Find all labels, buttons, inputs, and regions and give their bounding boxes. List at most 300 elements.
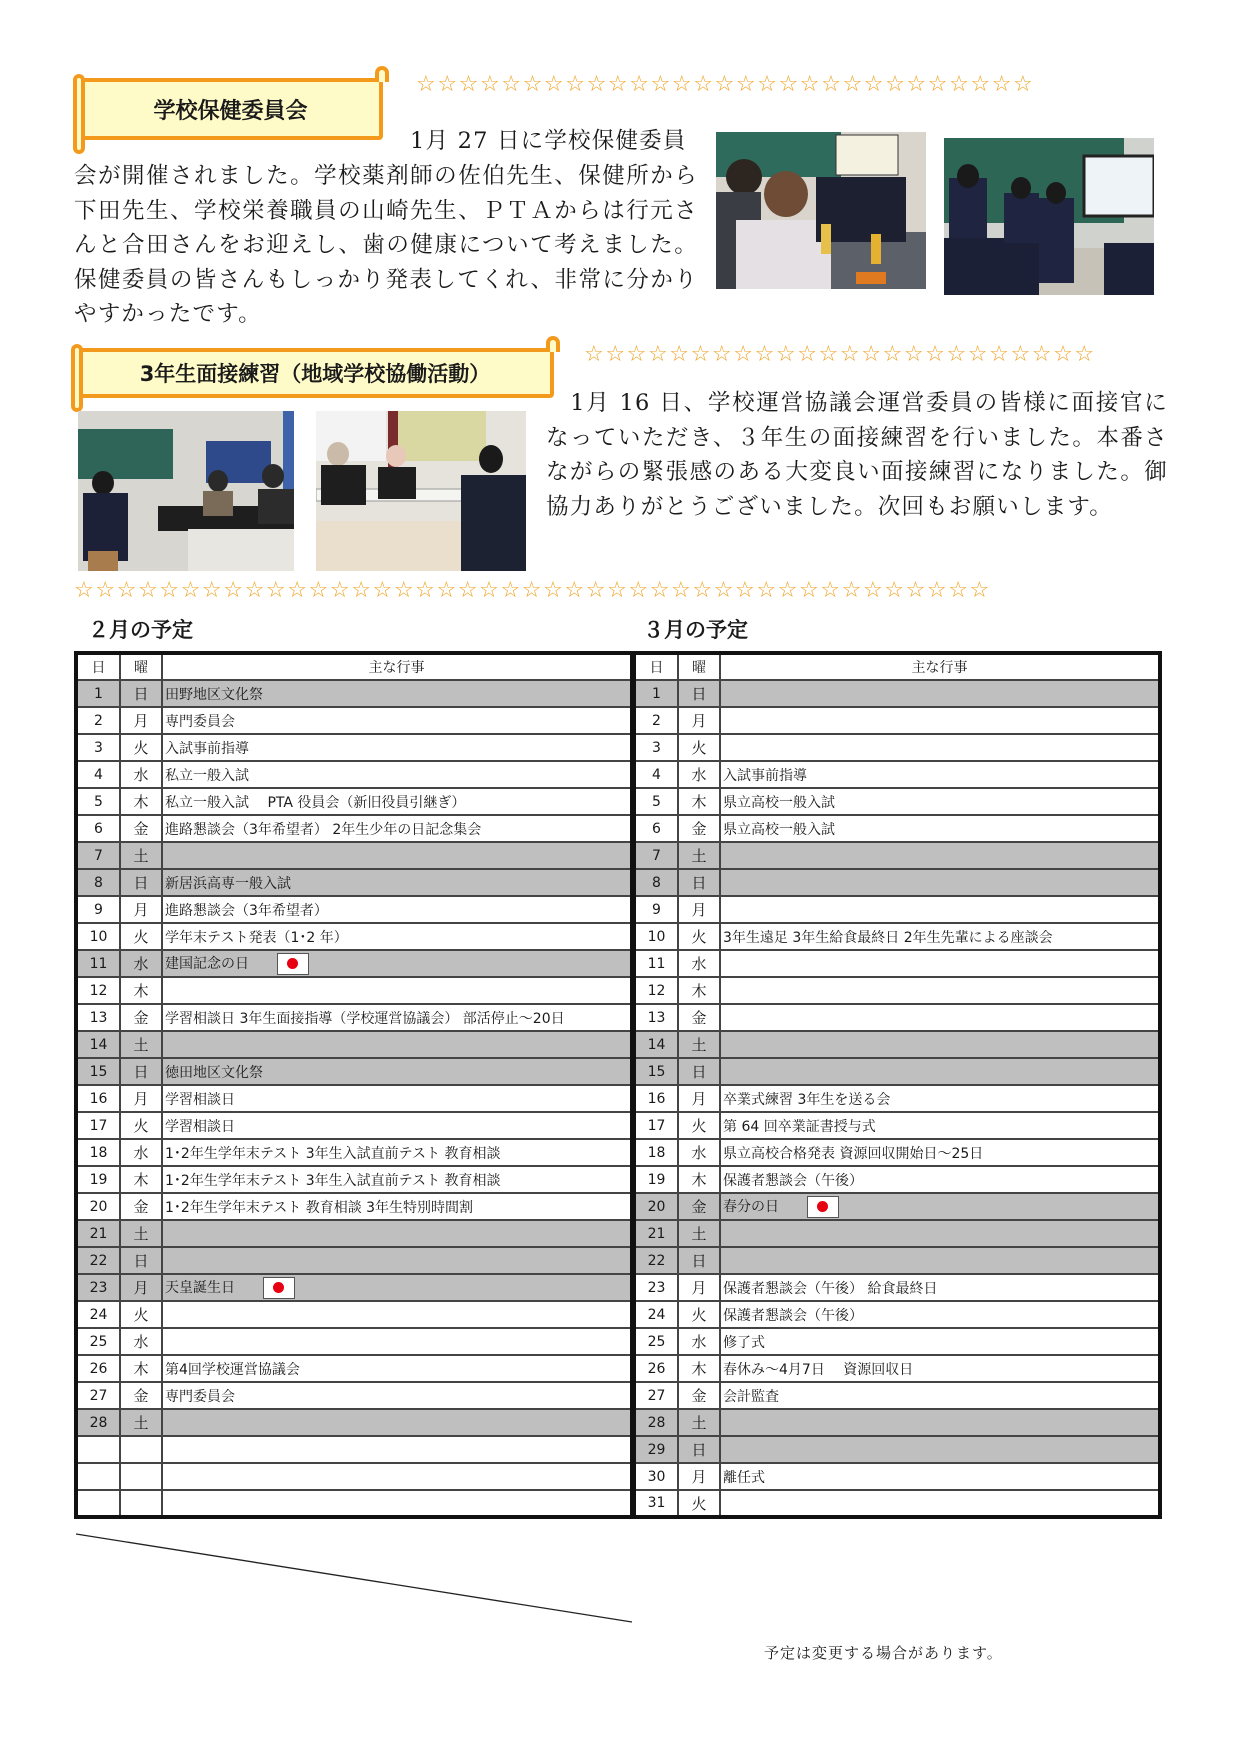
day-cell-text: 11 bbox=[89, 955, 108, 972]
table-row bbox=[634, 1166, 1160, 1193]
events-cell bbox=[162, 1085, 632, 1112]
table-row bbox=[76, 1382, 632, 1409]
weekday-cell bbox=[678, 1247, 720, 1274]
events-cell bbox=[162, 707, 632, 734]
day-cell-text: 31 bbox=[647, 1495, 666, 1511]
day-cell-text: 4 bbox=[94, 766, 103, 783]
day-cell bbox=[76, 1193, 120, 1220]
events-cell-text: 新居浜高専一般入試 bbox=[165, 875, 291, 892]
day-cell-text: 20 bbox=[89, 1198, 108, 1215]
events-cell bbox=[720, 896, 1160, 923]
events-cell-text: 第4回学校運営協議会 bbox=[165, 1361, 300, 1378]
national-holiday-flag-icon bbox=[807, 1196, 839, 1218]
table-row bbox=[634, 761, 1160, 788]
events-cell bbox=[720, 1112, 1160, 1139]
events-cell bbox=[720, 1490, 1160, 1517]
day-cell bbox=[634, 1058, 678, 1085]
events-cell-text: 3年生遠足 3年生給食最終日 2年生先輩による座談会 bbox=[723, 929, 1053, 946]
weekday-cell bbox=[678, 869, 720, 896]
events-cell bbox=[162, 896, 632, 923]
day-cell-text: 18 bbox=[89, 1144, 108, 1161]
events-cell-text: 1･2年生学年末テスト 3年生入試直前テスト 教育相談 bbox=[165, 1172, 501, 1189]
section-title-banner-interview-practice bbox=[76, 348, 554, 398]
weekday-cell bbox=[678, 950, 720, 977]
weekday-cell-text: 日 bbox=[133, 874, 149, 892]
weekday-cell bbox=[120, 788, 162, 815]
weekday-cell-text: 日 bbox=[133, 1252, 149, 1270]
day-cell-text: 2 bbox=[94, 712, 103, 729]
table-row bbox=[76, 734, 632, 761]
events-cell bbox=[162, 1058, 632, 1085]
day-cell bbox=[76, 788, 120, 815]
day-cell bbox=[634, 1436, 678, 1463]
weekday-cell-text: 木 bbox=[691, 1360, 707, 1378]
day-cell-text: 22 bbox=[89, 1252, 108, 1269]
day-cell-text: 5 bbox=[94, 793, 103, 810]
day-cell bbox=[76, 950, 120, 977]
events-cell bbox=[720, 1031, 1160, 1058]
weekday-cell-text: 木 bbox=[691, 982, 707, 1000]
table-row bbox=[76, 1301, 632, 1328]
day-cell bbox=[634, 1274, 678, 1301]
table-row bbox=[634, 1274, 1160, 1301]
weekday-cell bbox=[120, 1004, 162, 1031]
day-cell-text: 26 bbox=[647, 1360, 666, 1377]
events-cell bbox=[162, 1193, 632, 1220]
events-cell bbox=[720, 1382, 1160, 1409]
weekday-cell-text: 水 bbox=[691, 1144, 707, 1162]
schedule-change-note: 予定は変更する場合があります。 bbox=[764, 1644, 1003, 1662]
february-schedule-title: ２月の予定 bbox=[88, 618, 193, 642]
table-row bbox=[76, 1166, 632, 1193]
day-cell bbox=[76, 842, 120, 869]
day-cell-text: 2 bbox=[652, 712, 661, 729]
weekday-cell-text: 日 bbox=[691, 1063, 707, 1081]
national-holiday-flag-icon bbox=[277, 953, 309, 975]
weekday-cell bbox=[678, 1220, 720, 1247]
weekday-cell-text: 日 bbox=[691, 685, 707, 703]
table-row bbox=[634, 707, 1160, 734]
weekday-cell-text: 金 bbox=[691, 1387, 707, 1405]
scroll-curl-right-icon bbox=[546, 336, 560, 352]
table-row bbox=[76, 1355, 632, 1382]
weekday-cell-text: 火 bbox=[133, 928, 149, 946]
table-row bbox=[634, 923, 1160, 950]
events-cell bbox=[720, 761, 1160, 788]
day-cell bbox=[634, 1193, 678, 1220]
table-row bbox=[634, 1328, 1160, 1355]
table-row bbox=[634, 1490, 1160, 1517]
events-cell-text: 学習相談日 bbox=[165, 1091, 235, 1108]
weekday-cell-text: 水 bbox=[133, 766, 149, 784]
weekday-cell-text: 日 bbox=[691, 874, 707, 892]
weekday-cell bbox=[120, 1463, 162, 1490]
day-cell bbox=[76, 1139, 120, 1166]
day-cell bbox=[76, 977, 120, 1004]
day-cell bbox=[634, 1139, 678, 1166]
day-cell bbox=[634, 842, 678, 869]
weekday-cell-text: 月 bbox=[691, 901, 707, 919]
weekday-cell bbox=[678, 1328, 720, 1355]
weekday-cell bbox=[678, 815, 720, 842]
table-row bbox=[634, 1463, 1160, 1490]
events-cell bbox=[720, 1166, 1160, 1193]
weekday-cell-text: 金 bbox=[691, 1198, 707, 1216]
events-cell bbox=[162, 734, 632, 761]
day-cell-text: 15 bbox=[647, 1063, 666, 1080]
day-cell bbox=[634, 1112, 678, 1139]
weekday-cell bbox=[678, 1139, 720, 1166]
events-cell-text: 保護者懇談会（午後） bbox=[723, 1307, 863, 1324]
day-cell-text: 9 bbox=[652, 901, 661, 918]
events-cell bbox=[720, 1220, 1160, 1247]
weekday-cell-text: 火 bbox=[691, 1117, 707, 1135]
events-cell bbox=[162, 842, 632, 869]
table-row bbox=[76, 1139, 632, 1166]
day-cell bbox=[76, 707, 120, 734]
events-cell bbox=[720, 1463, 1160, 1490]
events-cell-text: 私立一般入試 PTA 役員会（新旧役員引継ぎ） bbox=[165, 794, 466, 811]
day-cell-text: 6 bbox=[94, 820, 103, 837]
events-cell bbox=[720, 1274, 1160, 1301]
weekday-cell bbox=[678, 1382, 720, 1409]
day-cell-text: 23 bbox=[647, 1279, 666, 1296]
day-cell bbox=[634, 761, 678, 788]
events-cell-text: 県立高校一般入試 bbox=[723, 821, 835, 838]
day-cell-text: 4 bbox=[652, 766, 661, 783]
day-cell-text: 19 bbox=[89, 1171, 108, 1188]
table-row bbox=[76, 923, 632, 950]
table-row bbox=[76, 950, 632, 977]
weekday-cell bbox=[120, 680, 162, 707]
weekday-cell-text: 土 bbox=[691, 1414, 707, 1432]
day-cell-text: 1 bbox=[652, 685, 661, 702]
weekday-cell-text: 火 bbox=[133, 1306, 149, 1324]
events-cell bbox=[162, 815, 632, 842]
events-cell bbox=[162, 788, 632, 815]
table-row bbox=[634, 1139, 1160, 1166]
weekday-cell-text: 火 bbox=[691, 1306, 707, 1324]
events-cell bbox=[162, 1463, 632, 1490]
events-cell bbox=[162, 1436, 632, 1463]
day-cell bbox=[634, 1409, 678, 1436]
weekday-cell-text: 土 bbox=[133, 1225, 149, 1243]
day-cell bbox=[634, 1166, 678, 1193]
events-cell-text: 進路懇談会（3年希望者） 2年生少年の日記念集会 bbox=[165, 821, 482, 838]
table-row bbox=[634, 734, 1160, 761]
table-row bbox=[634, 1004, 1160, 1031]
day-cell-text: 3 bbox=[94, 739, 103, 756]
table-row bbox=[76, 680, 632, 707]
events-cell-text: 入試事前指導 bbox=[165, 740, 249, 757]
day-cell bbox=[634, 977, 678, 1004]
day-cell bbox=[76, 869, 120, 896]
day-cell bbox=[76, 1301, 120, 1328]
events-cell-text: 建国記念の日 bbox=[165, 955, 249, 972]
weekday-cell bbox=[678, 1463, 720, 1490]
day-cell-text: 8 bbox=[94, 874, 103, 891]
february-schedule-table bbox=[74, 651, 634, 1519]
events-cell-text: 県立高校合格発表 資源回収開始日～25日 bbox=[723, 1145, 984, 1162]
day-cell-text: 20 bbox=[647, 1198, 666, 1215]
scroll-curl-left-icon bbox=[73, 74, 85, 154]
table-row bbox=[76, 1112, 632, 1139]
weekday-cell-text: 月 bbox=[133, 712, 149, 730]
day-cell bbox=[634, 1301, 678, 1328]
day-cell-text: 18 bbox=[647, 1144, 666, 1161]
day-cell-text: 21 bbox=[89, 1225, 108, 1242]
table-row bbox=[634, 680, 1160, 707]
article-lead: 1月 27 日に学校保健委員 bbox=[410, 128, 687, 154]
table-row bbox=[76, 1031, 632, 1058]
weekday-cell-text: 月 bbox=[691, 1090, 707, 1108]
events-cell-text: 修了式 bbox=[723, 1334, 765, 1351]
events-cell bbox=[162, 1490, 632, 1517]
events-cell bbox=[162, 1355, 632, 1382]
weekday-cell bbox=[678, 734, 720, 761]
events-cell-text: 学習相談日 bbox=[165, 1118, 235, 1135]
weekday-cell-text: 月 bbox=[691, 1279, 707, 1297]
day-cell-text: 13 bbox=[89, 1009, 108, 1026]
weekday-cell-text: 火 bbox=[133, 739, 149, 757]
weekday-cell bbox=[120, 869, 162, 896]
photo-health-committee-presentation bbox=[944, 138, 1154, 295]
events-cell bbox=[162, 1247, 632, 1274]
weekday-cell-text: 月 bbox=[133, 1279, 149, 1297]
day-cell-text: 19 bbox=[647, 1171, 666, 1188]
day-cell bbox=[76, 1463, 120, 1490]
table-row bbox=[634, 977, 1160, 1004]
events-cell-text: 春分の日 bbox=[723, 1198, 779, 1215]
weekday-cell bbox=[678, 1112, 720, 1139]
table-row bbox=[76, 1058, 632, 1085]
events-cell bbox=[162, 1382, 632, 1409]
section-title: 学校保健委員会 bbox=[153, 98, 308, 124]
march-schedule-title: ３月の予定 bbox=[643, 618, 748, 642]
table-row bbox=[76, 1193, 632, 1220]
events-cell bbox=[162, 1274, 632, 1301]
weekday-cell-text: 日 bbox=[133, 1063, 149, 1081]
day-cell bbox=[76, 1004, 120, 1031]
events-cell bbox=[720, 1409, 1160, 1436]
day-cell bbox=[76, 1355, 120, 1382]
events-cell-text: 第 64 回卒業証書授与式 bbox=[723, 1118, 876, 1135]
day-cell bbox=[76, 761, 120, 788]
day-cell bbox=[634, 923, 678, 950]
events-cell-text: 学年末テスト発表（1･2 年） bbox=[165, 929, 348, 946]
weekday-cell bbox=[120, 1247, 162, 1274]
events-cell-text: 私立一般入試 bbox=[165, 767, 249, 784]
weekday-cell bbox=[678, 1085, 720, 1112]
day-cell-text: 30 bbox=[647, 1468, 666, 1485]
weekday-cell bbox=[678, 707, 720, 734]
events-cell-text: 1･2年生学年末テスト 教育相談 3年生特別時間割 bbox=[165, 1199, 474, 1216]
events-cell-text: 卒業式練習 3年生を送る会 bbox=[723, 1091, 891, 1108]
march-schedule-table bbox=[632, 651, 1162, 1519]
column-header-events: 主な行事 bbox=[720, 653, 1160, 680]
weekday-cell bbox=[678, 896, 720, 923]
weekday-cell-text: 水 bbox=[133, 1144, 149, 1162]
day-cell-text: 25 bbox=[647, 1333, 666, 1350]
weekday-cell bbox=[678, 923, 720, 950]
events-cell bbox=[720, 977, 1160, 1004]
day-cell bbox=[634, 1220, 678, 1247]
weekday-cell bbox=[678, 1301, 720, 1328]
weekday-cell bbox=[120, 815, 162, 842]
events-cell bbox=[720, 1301, 1160, 1328]
day-cell bbox=[76, 1274, 120, 1301]
table-row bbox=[634, 869, 1160, 896]
day-cell bbox=[634, 950, 678, 977]
day-cell-text: 12 bbox=[647, 982, 666, 999]
day-cell bbox=[76, 1058, 120, 1085]
weekday-cell bbox=[120, 1193, 162, 1220]
weekday-cell-text: 木 bbox=[133, 1360, 149, 1378]
events-cell bbox=[162, 761, 632, 788]
day-cell-text: 16 bbox=[647, 1090, 666, 1107]
day-cell-text: 28 bbox=[89, 1414, 108, 1431]
events-cell bbox=[162, 1328, 632, 1355]
day-cell bbox=[634, 1463, 678, 1490]
weekday-cell-text: 金 bbox=[133, 1009, 149, 1027]
weekday-cell-text: 月 bbox=[691, 712, 707, 730]
table-row bbox=[634, 1382, 1160, 1409]
column-header-day: 日 bbox=[76, 653, 120, 680]
day-cell-text: 24 bbox=[89, 1306, 108, 1323]
column-header-weekday: 曜 bbox=[120, 653, 162, 680]
day-cell-text: 7 bbox=[652, 847, 661, 864]
weekday-cell-text: 土 bbox=[133, 1036, 149, 1054]
table-row bbox=[634, 950, 1160, 977]
weekday-cell-text: 土 bbox=[691, 1225, 707, 1243]
events-cell-text: 進路懇談会（3年希望者） bbox=[165, 902, 328, 919]
day-cell-text: 14 bbox=[647, 1036, 666, 1053]
events-cell bbox=[162, 869, 632, 896]
day-cell bbox=[634, 1085, 678, 1112]
events-cell bbox=[720, 1355, 1160, 1382]
scroll-curl-right-icon bbox=[375, 66, 389, 82]
weekday-cell bbox=[120, 1490, 162, 1517]
weekday-cell bbox=[120, 1031, 162, 1058]
table-row bbox=[76, 1274, 632, 1301]
day-cell bbox=[76, 1382, 120, 1409]
events-cell bbox=[162, 923, 632, 950]
day-cell-text: 12 bbox=[89, 982, 108, 999]
day-cell bbox=[634, 788, 678, 815]
weekday-cell-text: 日 bbox=[691, 1441, 707, 1459]
weekday-cell bbox=[678, 1193, 720, 1220]
photo-interview-meeting-room bbox=[316, 411, 526, 571]
day-cell-text: 3 bbox=[652, 739, 661, 756]
day-cell bbox=[76, 896, 120, 923]
table-row bbox=[634, 1220, 1160, 1247]
day-cell bbox=[76, 1409, 120, 1436]
table-header-row bbox=[76, 653, 632, 680]
weekday-cell-text: 日 bbox=[691, 1252, 707, 1270]
weekday-cell bbox=[678, 1031, 720, 1058]
day-cell-text: 28 bbox=[647, 1414, 666, 1431]
day-cell-text: 9 bbox=[94, 901, 103, 918]
weekday-cell bbox=[120, 1058, 162, 1085]
events-cell bbox=[720, 815, 1160, 842]
weekday-cell bbox=[678, 1004, 720, 1031]
weekday-cell-text: 水 bbox=[691, 955, 707, 973]
weekday-cell-text: 火 bbox=[133, 1117, 149, 1135]
events-cell bbox=[162, 1166, 632, 1193]
day-cell-text: 25 bbox=[89, 1333, 108, 1350]
weekday-cell-text: 月 bbox=[133, 1090, 149, 1108]
day-cell-text: 16 bbox=[89, 1090, 108, 1107]
table-row bbox=[76, 761, 632, 788]
day-cell bbox=[76, 1112, 120, 1139]
events-cell-text: 入試事前指導 bbox=[723, 767, 807, 784]
day-cell bbox=[634, 1328, 678, 1355]
events-cell-text: 専門委員会 bbox=[165, 1388, 235, 1405]
day-cell-text: 10 bbox=[647, 928, 666, 945]
weekday-cell-text: 金 bbox=[133, 1387, 149, 1405]
events-cell bbox=[720, 1436, 1160, 1463]
weekday-cell-text: 土 bbox=[691, 1036, 707, 1054]
events-cell-text: 離任式 bbox=[723, 1469, 765, 1486]
events-cell-text: 保護者懇談会（午後） 給食最終日 bbox=[723, 1280, 938, 1297]
events-cell bbox=[162, 977, 632, 1004]
weekday-cell bbox=[678, 977, 720, 1004]
weekday-cell-text: 水 bbox=[133, 1333, 149, 1351]
day-cell bbox=[634, 1031, 678, 1058]
weekday-cell bbox=[678, 788, 720, 815]
events-cell bbox=[720, 1058, 1160, 1085]
weekday-cell bbox=[678, 1355, 720, 1382]
day-cell bbox=[634, 815, 678, 842]
events-cell bbox=[720, 680, 1160, 707]
events-cell bbox=[720, 950, 1160, 977]
weekday-cell-text: 木 bbox=[691, 793, 707, 811]
table-row bbox=[76, 1490, 632, 1517]
events-cell bbox=[720, 1139, 1160, 1166]
day-cell-text: 15 bbox=[89, 1063, 108, 1080]
events-cell bbox=[162, 1112, 632, 1139]
weekday-cell bbox=[678, 761, 720, 788]
table-row bbox=[634, 1193, 1160, 1220]
star-divider: ☆☆☆☆☆☆☆☆☆☆☆☆☆☆☆☆☆☆☆☆☆☆☆☆ bbox=[584, 342, 1096, 367]
weekday-cell bbox=[120, 1112, 162, 1139]
table-header-row bbox=[634, 653, 1160, 680]
weekday-cell bbox=[120, 1409, 162, 1436]
table-row bbox=[634, 1112, 1160, 1139]
events-cell-text: 天皇誕生日 bbox=[165, 1279, 235, 1296]
day-cell-text: 8 bbox=[652, 874, 661, 891]
events-cell-text: 徳田地区文化祭 bbox=[165, 1064, 263, 1081]
weekday-cell-text: 水 bbox=[133, 955, 149, 973]
events-cell bbox=[162, 950, 632, 977]
table-row bbox=[76, 707, 632, 734]
day-cell-text: 10 bbox=[89, 928, 108, 945]
day-cell bbox=[634, 896, 678, 923]
table-row bbox=[76, 1328, 632, 1355]
day-cell-text: 1 bbox=[94, 685, 103, 702]
events-cell-text: 春休み～4月7日 資源回収日 bbox=[723, 1361, 914, 1378]
day-cell bbox=[76, 734, 120, 761]
events-cell bbox=[720, 1004, 1160, 1031]
table-row bbox=[634, 788, 1160, 815]
table-row bbox=[634, 1031, 1160, 1058]
day-cell-text: 22 bbox=[647, 1252, 666, 1269]
table-row bbox=[76, 977, 632, 1004]
table-row bbox=[76, 1004, 632, 1031]
events-cell-text: 1･2年生学年末テスト 3年生入試直前テスト 教育相談 bbox=[165, 1145, 501, 1162]
day-cell bbox=[76, 1247, 120, 1274]
weekday-cell bbox=[678, 1409, 720, 1436]
